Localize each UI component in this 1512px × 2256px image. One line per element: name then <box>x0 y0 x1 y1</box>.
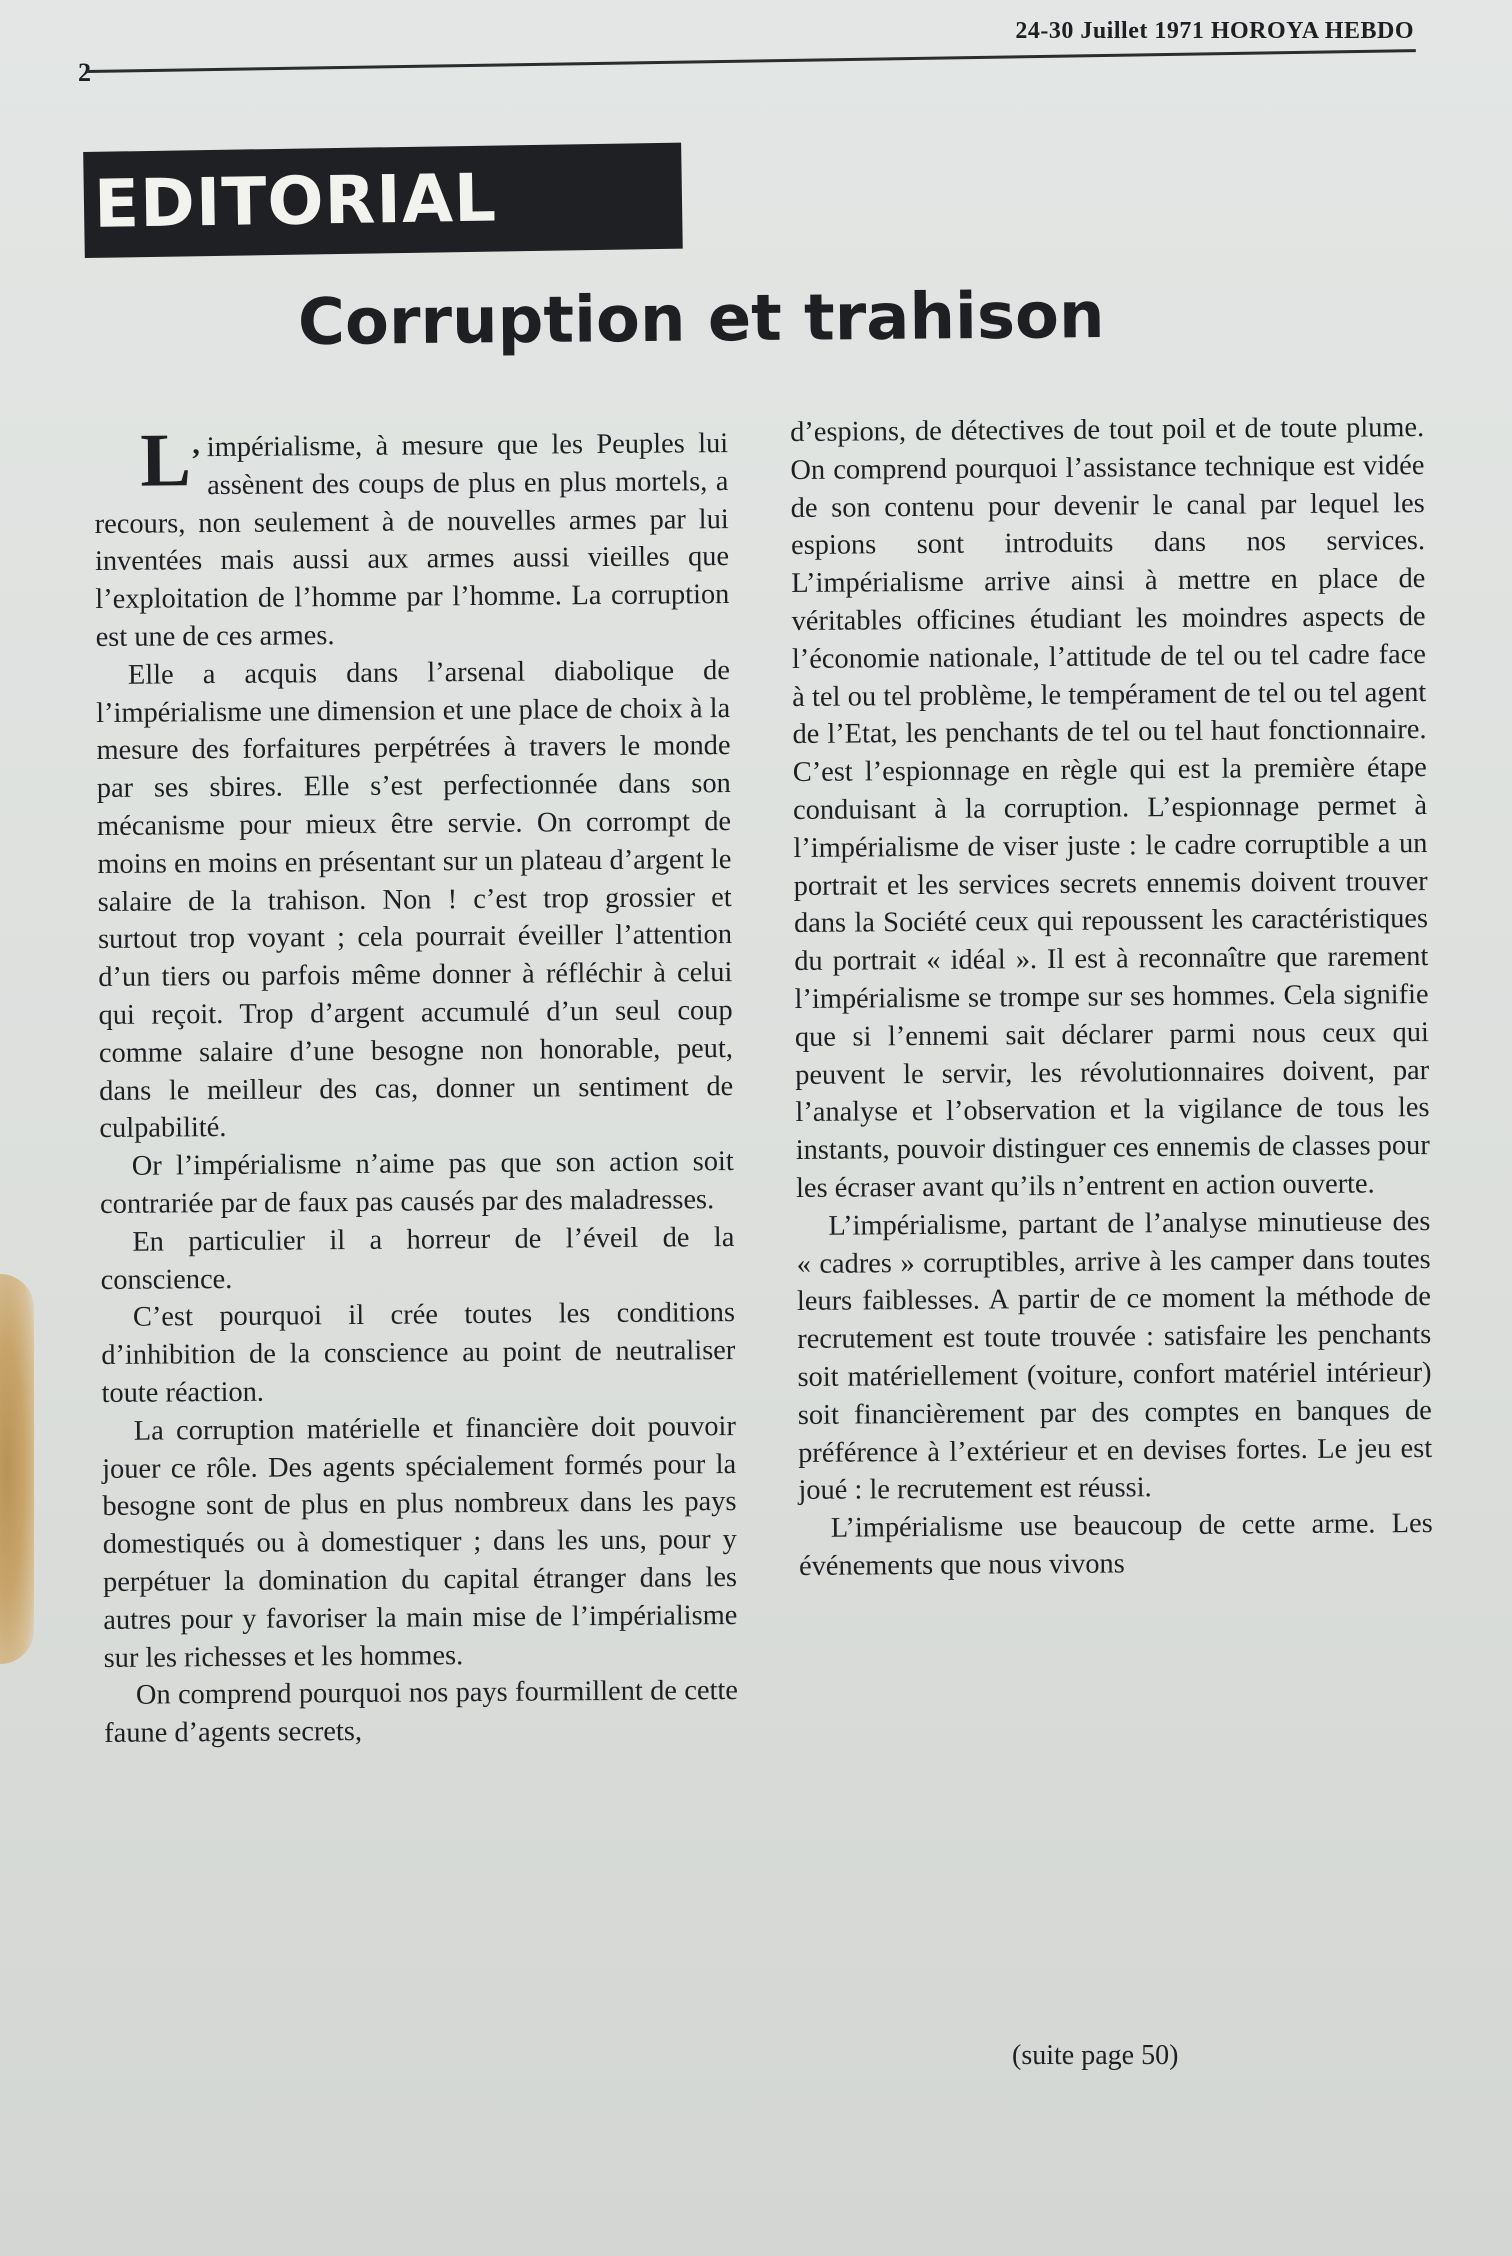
section-label: EDITORIAL <box>93 159 498 243</box>
paragraph: C’est pourquoi il crée toutes les conditions d’inhibition de la conscience au point de neutraliser toute réaction. <box>101 1297 736 1409</box>
paper-stain <box>0 1274 34 1664</box>
paragraph: Elle a acquis dans l’arsenal diabolique de l’impérialisme une dimension et une place de choix à la mesure des forfaitures perpétrées à travers le monde par ses sbires. Elle s’est perfectionnée dans son mécanisme pour mieux être servie. On corrompt de moins en moins en présentant sur un plateau d’argent le salaire de la trahison. Non ! c’est trop grossier et surtout trop voyant ; cela pourrait éveiller l’attention d’un tiers ou parfois même donner à réfléchir à celui qui reçoit. Trop d’argent accumulé d’un seul coup comme salaire d’une besogne non honorable, peut, dans le meilleur des cas, donner un sentiment de culpabilité. <box>96 654 734 1145</box>
paragraph <box>94 418 730 657</box>
paragraph: En particulier il a horreur de l’éveil de la conscience. <box>100 1221 735 1296</box>
drop-cap-letter: L <box>139 418 192 503</box>
paragraph: On comprend pourquoi nos pays fourmillent de cette faune d’agents secrets, <box>104 1675 739 1750</box>
continuation-note: (suite page 50) <box>1012 2040 1179 2071</box>
paragraph: d’espions, de détectives de tout poil et de toute plume. On comprend pourquoi l’assistance technique est vidée de son contenu pour devenir le canal par lequel les espions sont introduits dans nos services. L’impérialisme arrive ainsi à mettre en place de véritables officines étudiant les moindres aspects de l’économie nationale, l’attitude de tel ou tel cadre face à tel ou tel problème, le tempérament de tel ou tel agent de l’Etat, les penchants de tel ou tel haut fonctionnaire. C’est l’espionnage en règle qui est la première étape conduisant à la corruption. L’espionnage permet à l’impérialisme de viser juste : le cadre corruptible a un portrait et les services secrets ennemis doivent trouver dans la Société ceux qui repoussent les caractéristiques du portrait « idéal ». Il est à reconnaître que rarement l’impérialisme se trompe sur ses hommes. Cela signifie que si l’ennemi sait déclarer parmi nous ceux qui peuvent le servir, les révolutionnaires doivent, par l’analyse et l’observation et la vigilance de tous les instants, pouvoir distinguer ces ennemis de classes pour les écraser avant qu’ils n’entrent en action ouverte. <box>790 412 1430 1204</box>
article-title: Corruption et trahison <box>297 278 1105 360</box>
paragraph-text: impérialisme, à mesure que les Peuples lui assènent des coups de plus en plus mortels, a recours, non seulement à de nouvelles armes par lui inventées mais aussi aux armes aussi vieilles que l’exploitation de l’homme par l’homme. La corruption est une de ces armes. <box>94 428 730 653</box>
header-date-line: 24-30 Juillet 1971 HOROYA HEBDO <box>1015 18 1414 44</box>
header-rule <box>86 49 1416 73</box>
right-column <box>790 409 1433 1586</box>
paragraph: L’impérialisme, partant de l’analyse minutieuse des « cadres » corruptibles, arrive à les camper dans toutes leurs faiblesses. A partir de ce moment la méthode de recrutement est toute trouvée : satisfaire les penchants soit matériellement (voiture, confort matériel intérieur) soit financièrement par des comptes en banques de préférence à l’extérieur et en devises fortes. Le jeu est joué : le recrutement est réussi. <box>796 1205 1433 1507</box>
paragraph: L’impérialisme use beaucoup de cette arme. Les événements que nous vivons <box>798 1508 1433 1582</box>
paragraph: La corruption matérielle et financière doit pouvoir jouer ce rôle. Des agents spécialement formés pour la besogne sont de plus en plus nombreux dans les pays domestiqués ou à domestiquer ; dans les uns, pour y perpétuer la domination du capital étranger dans les autres pour y favoriser la main mise de l’impérialisme sur les richesses et les hommes. <box>102 1410 738 1674</box>
drop-cap-apostrophe: ’ <box>190 443 202 477</box>
paragraph: Or l’impérialisme n’aime pas que son action soit contrariée par de faux pas causés par des maladresses. <box>99 1146 734 1220</box>
drop-cap <box>139 418 202 503</box>
page-number: 2 <box>78 58 91 87</box>
left-column <box>94 418 739 1753</box>
editorial-banner <box>83 143 683 258</box>
